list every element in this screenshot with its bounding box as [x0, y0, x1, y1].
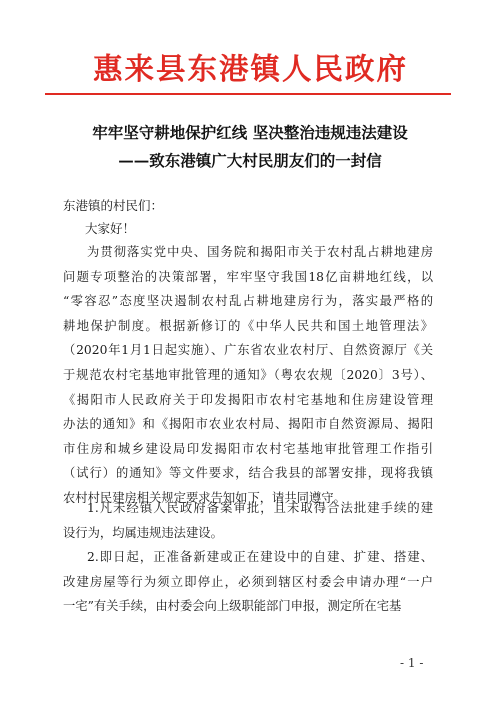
paragraph-line: 农村村民建房相关规定要求告知如下，请共同遵守。	[63, 490, 346, 505]
paragraph-line: 为贯彻落实党中央、国务院和揭阳市关于农村乱占耕地建房	[87, 245, 433, 259]
paragraph-line: 办法的通知》和《揭阳市农业农村局、揭阳市自然资源局、揭阳	[63, 417, 433, 432]
paragraph-line: 于规范农村宅基地审批管理的通知》（粤农农规〔2020〕3号）、	[63, 367, 433, 382]
paragraph-line: 问题专项整治的决策部署，牢牢坚守我国18亿亩耕地红线，以	[63, 269, 433, 284]
paragraph-item-2	[63, 545, 433, 619]
page-number: - 1 -	[400, 656, 424, 670]
greeting: 大家好！	[85, 221, 136, 236]
letter-title-line-2: ——致东港镇广大村民朋友们的一封信	[118, 151, 382, 170]
paragraph-item-1	[63, 496, 433, 545]
paragraph-line: 设行为，均属违规违法建设。	[63, 525, 223, 540]
paragraph-intro	[63, 240, 433, 511]
masthead-red-rule	[45, 93, 451, 95]
paragraph-line: （2020年1月1日起实施）、广东省农业农村厅、自然资源厅《关	[63, 343, 433, 358]
masthead-title: 惠来县东港镇人民政府	[92, 51, 408, 86]
paragraph-line: 耕地保护制度。根据新修订的《中华人民共和国土地管理法》	[63, 318, 433, 333]
paragraph-line: 市住房和城乡建设局印发揭阳市农村宅基地审批管理工作指引	[63, 441, 433, 456]
salutation: 东港镇的村民们：	[63, 198, 164, 213]
paragraph-line: 一宅”有关手续，由村委会向上级职能部门申报，测定所在宅基	[63, 599, 402, 614]
paragraph-line: 《揭阳市人民政府关于印发揭阳市农村宅基地和住房建设管理	[63, 392, 433, 407]
paragraph-line: 2.即日起，正准备新建或正在建设中的自建、扩建、搭建、	[87, 550, 433, 564]
paragraph-line: “零容忍”态度坚决遏制农村乱占耕地建房行为，落实最严格的	[63, 294, 433, 309]
letter-title-line-1: 牢牢坚守耕地保护红线 坚决整治违规违法建设	[92, 123, 408, 142]
paragraph-line: （试行）的通知》等文件要求，结合我县的部署安排，现将我镇	[63, 466, 433, 481]
paragraph-line: 1.凡未经镇人民政府备案审批，且未取得合法批建手续的建	[87, 501, 433, 515]
paragraph-line: 改建房屋等行为须立即停止，必须到辖区村委会申请办理“一户	[63, 574, 433, 589]
